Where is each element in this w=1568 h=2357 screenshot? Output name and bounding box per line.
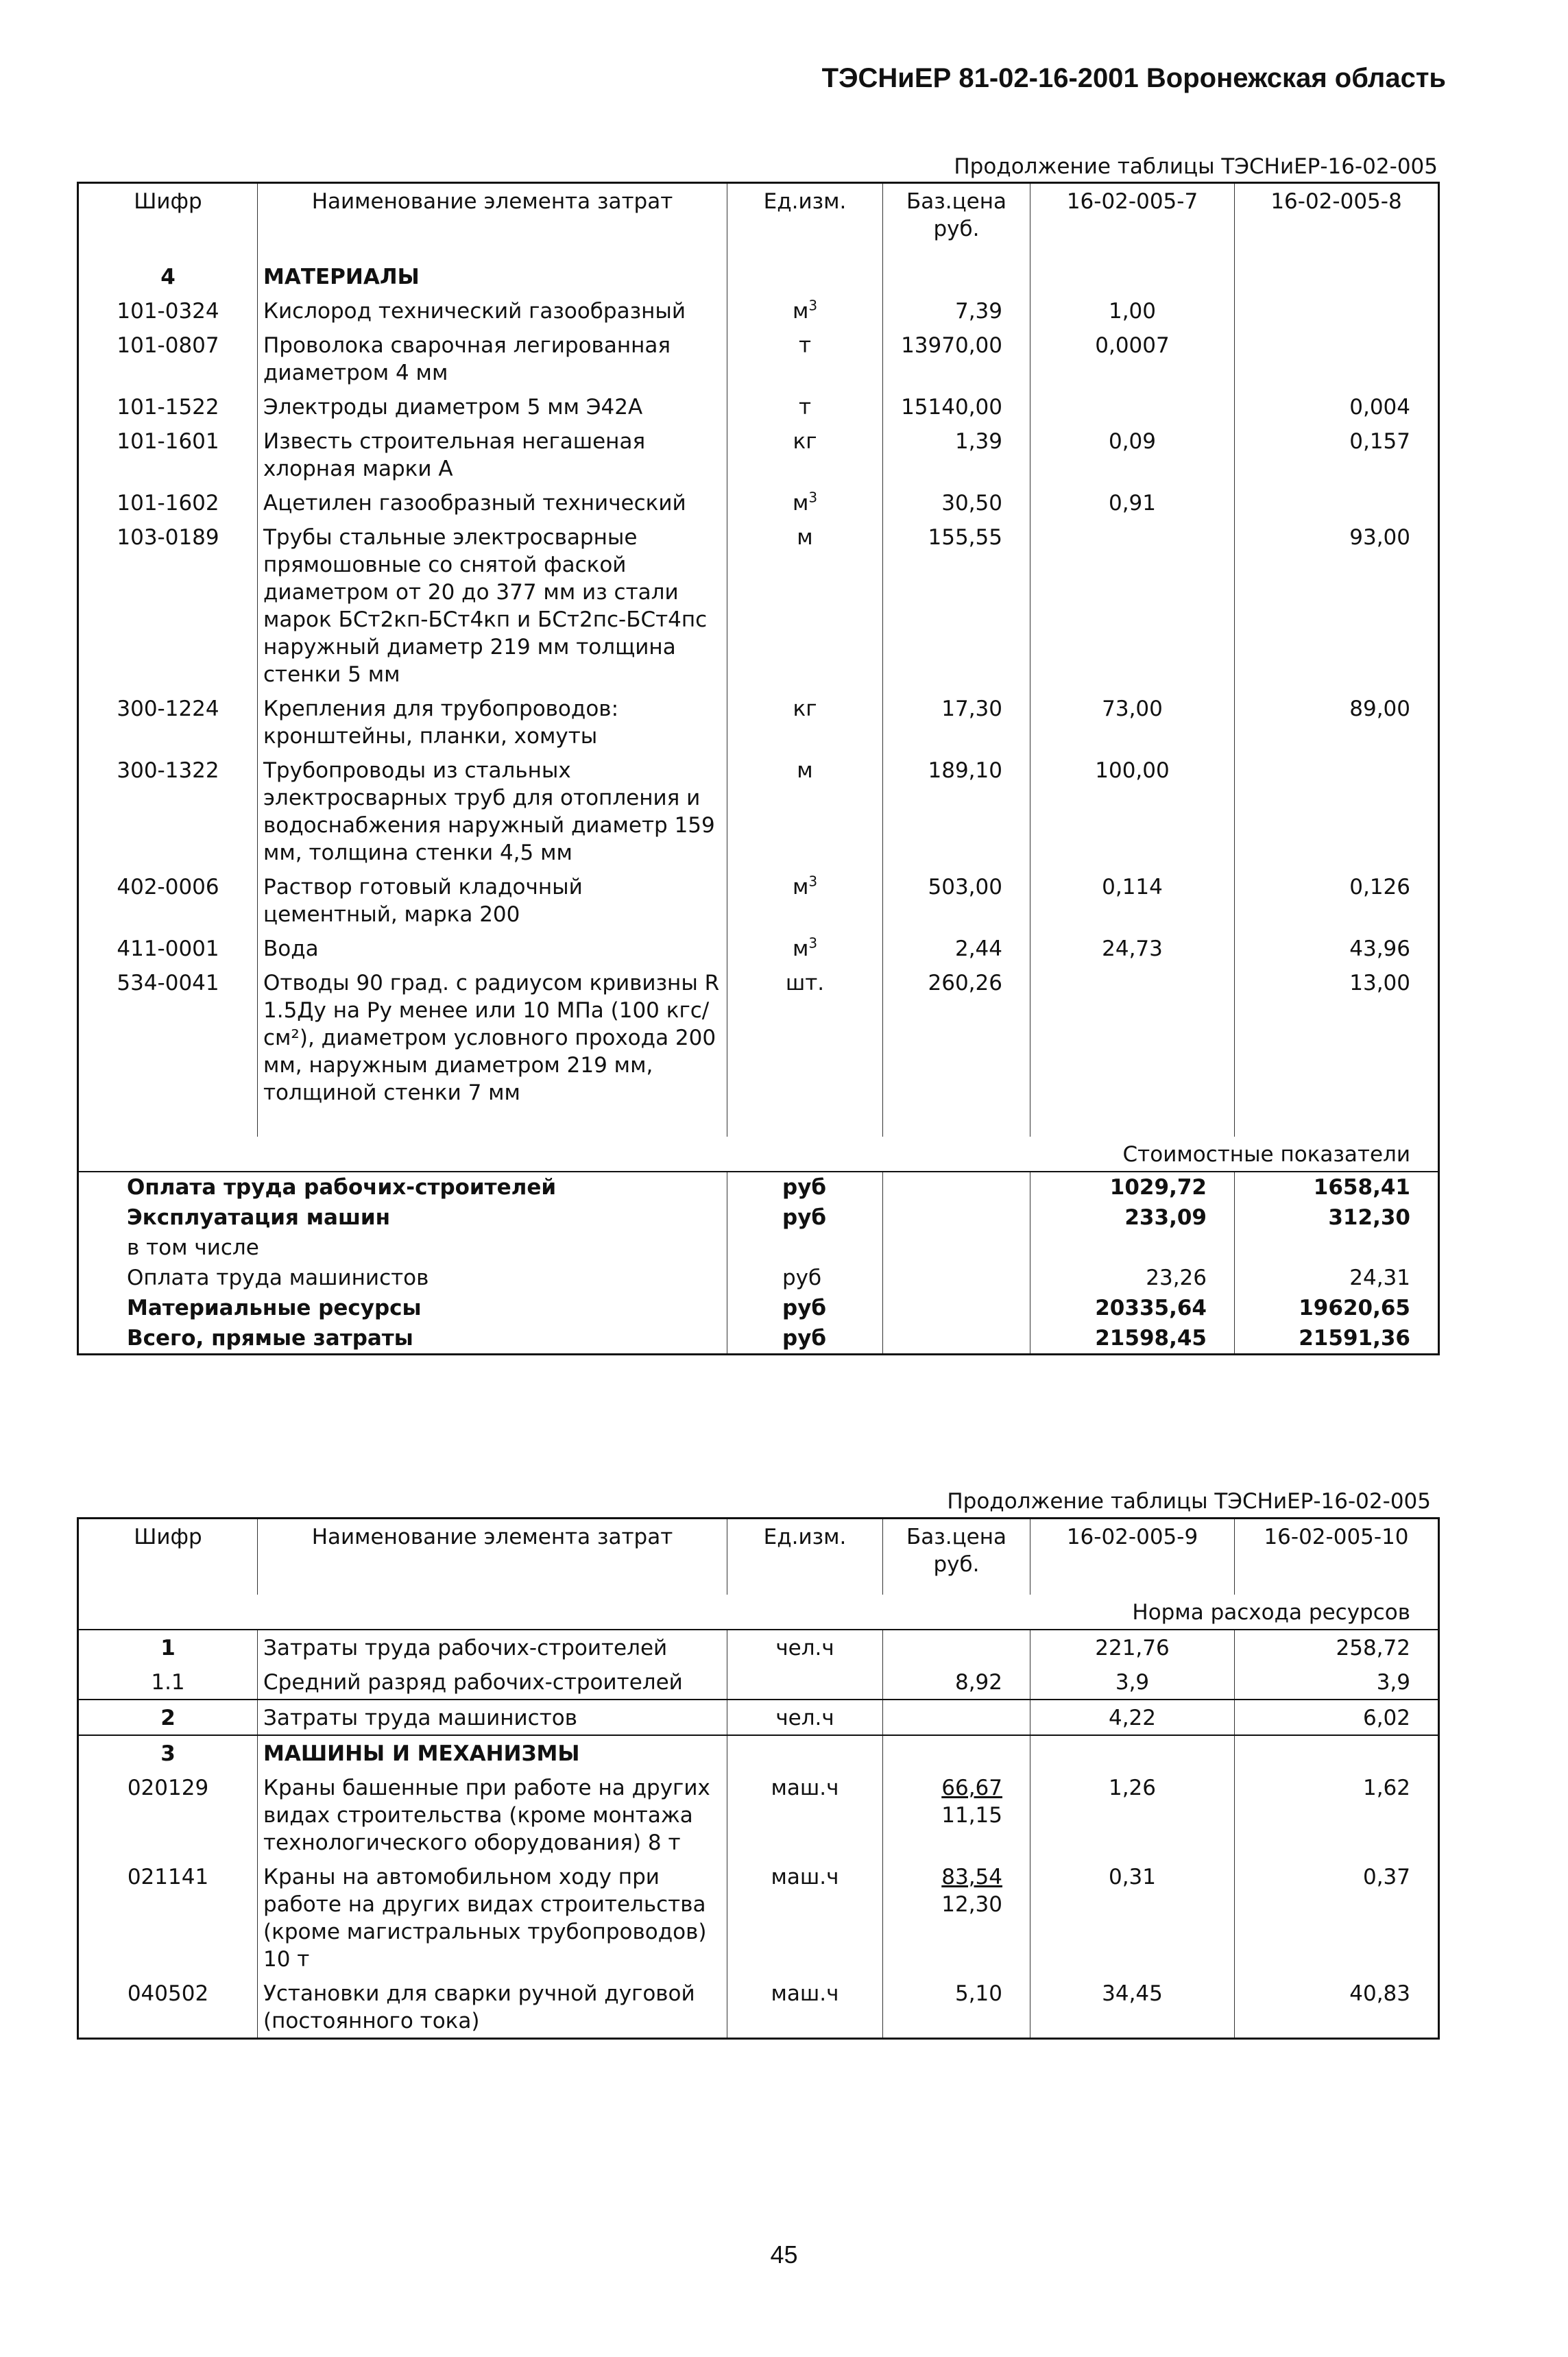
norm-value: 0,126 [1235, 869, 1439, 931]
summary-unit: руб [727, 1172, 883, 1202]
col-header-code: Шифр [134, 189, 202, 214]
resource-price: 30,50 [883, 485, 1030, 520]
summary-price-empty [883, 1263, 1030, 1293]
norm-title: Норма расхода ресурсов [78, 1595, 1439, 1630]
table2-header-row [78, 1519, 1439, 1595]
summary-value: 21591,36 [1235, 1323, 1439, 1355]
resource-unit: маш.ч [727, 1770, 883, 1859]
resource-price: 2,44 [883, 931, 1030, 965]
table-row [78, 691, 1439, 753]
summary-row [78, 1323, 1439, 1355]
resource-unit: чел.ч [727, 1700, 883, 1735]
norm-value [1235, 753, 1439, 869]
resource-code: 101-1601 [117, 429, 219, 454]
summary-row [78, 1293, 1439, 1323]
summary-value: 24,31 [1235, 1263, 1439, 1293]
summary-unit: руб [727, 1202, 883, 1233]
norm-value [1030, 520, 1235, 691]
price-machinist: 11,15 [941, 1803, 1002, 1828]
norm-value: 93,00 [1235, 520, 1439, 691]
table-row [78, 1976, 1439, 2039]
resource-price: 15140,00 [883, 389, 1030, 424]
resource-unit: шт. [727, 965, 883, 1109]
resource-name: Установки для сварки ручной дуговой (постоянного тока) [258, 1976, 727, 2039]
col-header-price: Баз.цена руб. [883, 1519, 1030, 1595]
summary-price-empty [883, 1202, 1030, 1233]
norm-value [1235, 485, 1439, 520]
resource-unit: $м^3$ [727, 869, 883, 931]
resource-code: 534-0041 [117, 971, 219, 995]
col-header-code: Шифр [134, 1525, 202, 1549]
summary-price-empty [883, 1172, 1030, 1202]
norm-title-row [78, 1595, 1439, 1630]
summary-label: Материальные ресурсы [127, 1296, 422, 1320]
resource-code: 411-0001 [117, 936, 219, 961]
summary-row [78, 1233, 1439, 1263]
resource-price [883, 1665, 1030, 1700]
norm-value: 0,157 [1235, 424, 1439, 485]
col-header-price: Баз.цена руб. [883, 183, 1030, 260]
norm-value: 1,26 [1030, 1770, 1235, 1859]
norm-value [1030, 389, 1235, 424]
resource-code: 300-1322 [117, 758, 219, 783]
norm-value: 34,45 [1030, 1976, 1235, 2039]
table-row [78, 1735, 1439, 1770]
norm-value: 0,114 [1030, 869, 1235, 931]
summary-price-empty [883, 1233, 1030, 1263]
resource-unit: м [727, 520, 883, 691]
table-row [78, 389, 1439, 424]
resource-code: 402-0006 [117, 875, 219, 899]
resource-code: 3 [160, 1741, 176, 1766]
table-row [78, 1700, 1439, 1735]
norm-value: 1,62 [1235, 1770, 1439, 1859]
norm-value: 13,00 [1235, 965, 1439, 1109]
summary-label: в том числе [127, 1235, 259, 1260]
norm-value: 43,96 [1235, 931, 1439, 965]
resource-unit [727, 1665, 883, 1700]
norm-value: 4,22 [1030, 1700, 1235, 1735]
document-header: ТЭСНиЕР 81-02-16-2001 Воронежская область [821, 63, 1446, 93]
norm-value [1030, 965, 1235, 1109]
resource-code: 020129 [127, 1776, 209, 1800]
section-name: МАТЕРИАЛЫ [258, 259, 727, 293]
table2-caption: Продолжение таблицы ТЭСНиЕР-16-02-005 [947, 1489, 1431, 1514]
summary-unit: руб [727, 1293, 883, 1323]
resource-name: Кислород технический газообразный [258, 293, 727, 328]
norm-value [1235, 293, 1439, 328]
resource-price: 13970,00 [883, 328, 1030, 389]
norm-value: 3,9 [1030, 1665, 1235, 1700]
norm-value: 0,91 [1030, 485, 1235, 520]
norm-value: 0,004 [1235, 389, 1439, 424]
resource-price: 17,30 [883, 691, 1030, 753]
resource-name: Трубопроводы из стальных электросварных труб для отопления и водоснабжения наружный диаметр 159 мм, толщина стенки 4,5 мм [258, 753, 727, 869]
resource-price: 503,00 [883, 869, 1030, 931]
table-row [78, 328, 1439, 389]
resource-unit: чел.ч [727, 1630, 883, 1665]
norm-value: 0,31 [1030, 1859, 1235, 1976]
norm-value: 0,09 [1030, 424, 1235, 485]
summary-row [78, 1202, 1439, 1233]
summary-value: 233,09 [1030, 1202, 1235, 1233]
norm-value: 24,73 [1030, 931, 1235, 965]
summary-title: Стоимостные показатели [1122, 1142, 1410, 1167]
resource-name: Вода [258, 931, 727, 965]
norm-value [1235, 1735, 1439, 1770]
table1-header-row [78, 183, 1439, 260]
price-main: 83,54 [941, 1865, 1002, 1889]
summary-row [78, 1172, 1439, 1202]
resource-code: 101-1602 [117, 491, 219, 516]
resource-price [883, 1735, 1030, 1770]
table-materials [77, 182, 1440, 1355]
resource-code: 101-0807 [117, 333, 219, 358]
summary-value: 23,26 [1030, 1263, 1235, 1293]
col-header-norm-7: 16-02-005-7 [1030, 183, 1235, 260]
resource-unit: м [727, 753, 883, 869]
col-header-name: Наименование элемента затрат [258, 183, 727, 260]
resource-name: Краны на автомобильном ходу при работе на других видах строительства (кроме магистральных трубопроводов) 10 т [258, 1859, 727, 1976]
norm-value [1030, 1735, 1235, 1770]
resource-unit: кг [727, 424, 883, 485]
resource-code: 021141 [127, 1865, 209, 1889]
norm-value: 40,83 [1235, 1976, 1439, 2039]
resource-price: 7,39 [883, 293, 1030, 328]
summary-label: Оплата труда рабочих-строителей [127, 1175, 557, 1200]
page-number: 45 [770, 2240, 798, 2269]
resource-name: Крепления для трубопроводов: кронштейны, планки, хомуты [258, 691, 727, 753]
table-row [78, 1859, 1439, 1976]
price-main: 8,92 [954, 1670, 1002, 1695]
norm-value: 73,00 [1030, 691, 1235, 753]
norm-value [1235, 328, 1439, 389]
table-row [78, 931, 1439, 965]
summary-price-empty [883, 1293, 1030, 1323]
resource-price [883, 1859, 1030, 1976]
summary-label: Всего, прямые затраты [127, 1326, 413, 1351]
norm-value: 0,0007 [1030, 328, 1235, 389]
table2-body [78, 1630, 1439, 2039]
resource-code: 1.1 [151, 1670, 185, 1695]
resource-code: 1 [160, 1636, 176, 1660]
table-row [78, 965, 1439, 1109]
table-row [78, 753, 1439, 869]
table-row [78, 1630, 1439, 1665]
resource-name: Затраты труда машинистов [258, 1700, 727, 1735]
resource-price [883, 1976, 1030, 2039]
resource-name: Проволока сварочная легированная диаметром 4 мм [258, 328, 727, 389]
resource-name: Средний разряд рабочих-строителей [258, 1665, 727, 1700]
col-header-unit: Ед.изм. [727, 183, 883, 260]
norm-value: 258,72 [1235, 1630, 1439, 1665]
summary-value: 1658,41 [1235, 1172, 1439, 1202]
resource-unit: $м^3$ [727, 931, 883, 965]
resource-price [883, 1770, 1030, 1859]
summary-value: 21598,45 [1030, 1323, 1235, 1355]
resource-price: 155,55 [883, 520, 1030, 691]
table-row [78, 1665, 1439, 1700]
resource-name: Трубы стальные электросварные прямошовные со снятой фаской диаметром от 20 до 377 мм из стали марок БСт2кп-БСт4кп и БСт2пс-БСт4пс наружный диаметр 219 мм толщина стенки 5 мм [258, 520, 727, 691]
resource-price: 1,39 [883, 424, 1030, 485]
price-machinist: 12,30 [941, 1892, 1002, 1917]
table1-body [78, 293, 1439, 1137]
resource-price [883, 1630, 1030, 1665]
norm-value: 6,02 [1235, 1700, 1439, 1735]
col-header-name: Наименование элемента затрат [258, 1519, 727, 1595]
summary-row [78, 1263, 1439, 1293]
resource-code: 2 [160, 1706, 176, 1730]
table-row [78, 485, 1439, 520]
price-main: 66,67 [941, 1776, 1002, 1800]
summary-unit: руб [727, 1263, 883, 1293]
resource-unit: т [727, 328, 883, 389]
resource-code: 101-0324 [117, 299, 219, 324]
resource-code: 040502 [127, 1981, 209, 2006]
spacer-row [78, 1109, 1439, 1137]
resource-name: Раствор готовый кладочный цементный, марка 200 [258, 869, 727, 931]
summary-label: Оплата труда машинистов [127, 1266, 429, 1290]
resource-unit: т [727, 389, 883, 424]
table1-caption: Продолжение таблицы ТЭСНиЕР-16-02-005 [954, 154, 1438, 179]
table-row [78, 520, 1439, 691]
resource-price: 189,10 [883, 753, 1030, 869]
resource-unit: кг [727, 691, 883, 753]
resource-name: Ацетилен газообразный технический [258, 485, 727, 520]
norm-value: 100,00 [1030, 753, 1235, 869]
resource-price: 260,26 [883, 965, 1030, 1109]
resource-code: 101-1522 [117, 395, 219, 420]
summary-label: Эксплуатация машин [127, 1205, 391, 1230]
resource-unit: маш.ч [727, 1976, 883, 2039]
table-row [78, 869, 1439, 931]
resource-name: Затраты труда рабочих-строителей [258, 1630, 727, 1665]
resource-unit: $м^3$ [727, 485, 883, 520]
price-main: 5,10 [954, 1981, 1002, 2006]
norm-value: 0,37 [1235, 1859, 1439, 1976]
section-row [78, 259, 1439, 293]
resource-unit: маш.ч [727, 1859, 883, 1976]
resource-price [883, 1700, 1030, 1735]
summary-value [1030, 1233, 1235, 1263]
table-resources [77, 1517, 1440, 2040]
norm-value: 3,9 [1235, 1665, 1439, 1700]
summary-title-row [78, 1137, 1439, 1172]
summary-unit: руб [727, 1323, 883, 1355]
summary-value: 312,30 [1235, 1202, 1439, 1233]
col-header-norm-9: 16-02-005-9 [1030, 1519, 1235, 1595]
resource-name: МАШИНЫ И МЕХАНИЗМЫ [258, 1735, 727, 1770]
norm-value: 1,00 [1030, 293, 1235, 328]
summary-unit [727, 1233, 883, 1263]
summary-value: 1029,72 [1030, 1172, 1235, 1202]
resource-name: Известь строительная негашеная хлорная марки А [258, 424, 727, 485]
summary-value [1235, 1233, 1439, 1263]
resource-name: Электроды диаметром 5 мм Э42А [258, 389, 727, 424]
table1-summary [78, 1172, 1439, 1355]
col-header-norm-10: 16-02-005-10 [1235, 1519, 1439, 1595]
summary-price-empty [883, 1323, 1030, 1355]
col-header-norm-8: 16-02-005-8 [1235, 183, 1439, 260]
section-code: 4 [160, 265, 176, 289]
table-row [78, 293, 1439, 328]
resource-unit: $м^3$ [727, 293, 883, 328]
resource-code: 103-0189 [117, 525, 219, 550]
norm-value: 89,00 [1235, 691, 1439, 753]
col-header-unit: Ед.изм. [727, 1519, 883, 1595]
resource-unit [727, 1735, 883, 1770]
resource-code: 300-1224 [117, 697, 219, 721]
summary-value: 19620,65 [1235, 1293, 1439, 1323]
resource-name: Краны башенные при работе на других видах строительства (кроме монтажа технологического оборудования) 8 т [258, 1770, 727, 1859]
norm-value: 221,76 [1030, 1630, 1235, 1665]
summary-value: 20335,64 [1030, 1293, 1235, 1323]
table-row [78, 1770, 1439, 1859]
resource-name: Отводы 90 град. с радиусом кривизны R 1.5Ду на Ру менее или 10 МПа (100 кгс/см²), диаметром условного прохода 200 мм, наружным диаметром 219 мм, толщиной стенки 7 мм [258, 965, 727, 1109]
table-row [78, 424, 1439, 485]
